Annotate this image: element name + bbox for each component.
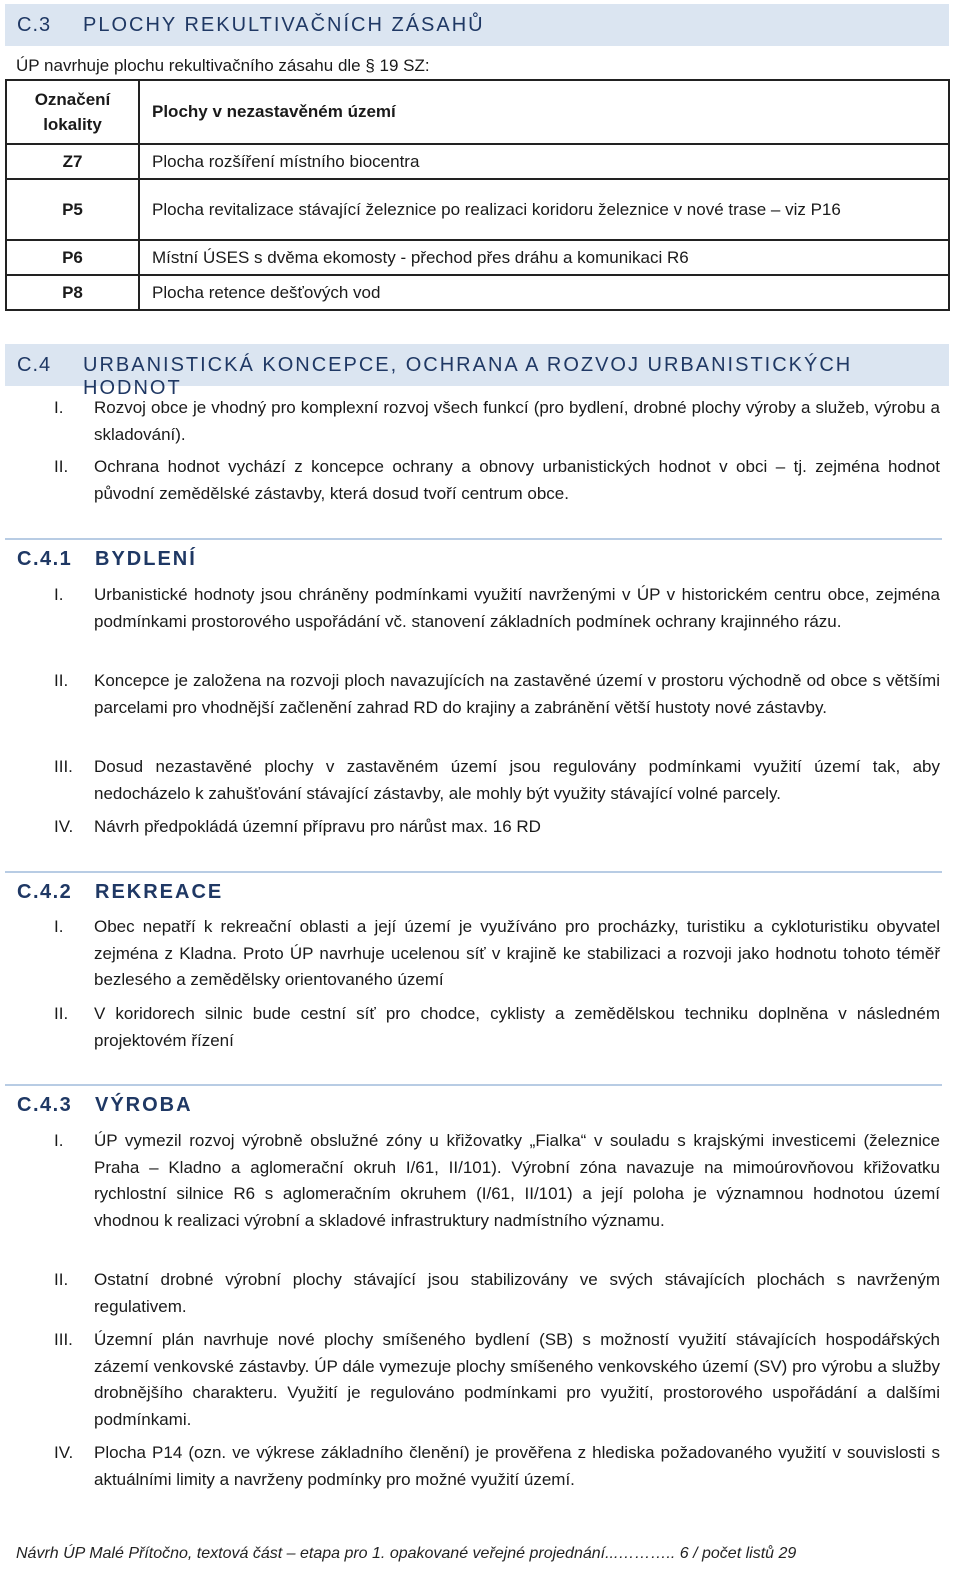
subsection-title: BYDLENÍ: [95, 548, 197, 570]
item-numeral: II.: [54, 1004, 69, 1023]
table-row: [6, 240, 949, 275]
subsection-heading-c43: [5, 1084, 942, 1124]
item-numeral: IV.: [54, 817, 74, 836]
list-item: [16, 1001, 940, 1054]
subsection-heading-c41: [5, 538, 942, 578]
item-text: Koncepce je založena na rozvoji ploch navazujících na zastavěné území v prostoru východně od obce s většími parcelami pro vhodnější začlenění zahrad RD do krajiny a zabránění větší hustoty nové zástavby.: [94, 671, 940, 717]
subsection-heading-c42: [5, 871, 942, 911]
section-heading-c3: [5, 4, 949, 46]
list-item: [16, 1440, 940, 1493]
item-numeral: III.: [54, 757, 73, 776]
locality-desc: Plocha revitalizace stávající železnice po realizaci koridoru železnice v nové trase – viz P16: [139, 179, 949, 240]
item-text: Obec nepatří k rekreační oblasti a její území je využíváno pro procházky, turistiku a cykloturistiku obyvatel zejména z Kladna. Proto ÚP navrhuje ucelenou síť v krajině ke stabilizaci a rozvoji jako hodnotu tohoto téměř bezlesého a zemědělsky orientovaného území: [94, 917, 940, 990]
locality-id: P8: [6, 275, 139, 310]
list-item: [16, 668, 940, 721]
table-row: [6, 144, 949, 179]
locality-id: P5: [6, 179, 139, 240]
list-item: [16, 454, 940, 507]
table-header-locality: Označení lokality: [6, 80, 139, 144]
table-header-areas: Plochy v nezastavěném území: [139, 80, 949, 144]
item-numeral: III.: [54, 1330, 73, 1349]
locality-desc: Plocha retence dešťových vod: [139, 275, 949, 310]
section-number: C.4: [17, 354, 52, 376]
item-numeral: I.: [54, 585, 64, 604]
locality-table: [5, 79, 950, 311]
list-item: [16, 914, 940, 994]
subsection-title: REKREACE: [95, 881, 224, 903]
subsection-number: C.4.2: [17, 881, 73, 903]
subsection-number: C.4.1: [17, 548, 73, 570]
list-item: [16, 1267, 940, 1320]
item-text: Rozvoj obce je vhodný pro komplexní rozvoj všech funkcí (pro bydlení, drobné plochy výroby a služeb, výrobu a skladování).: [94, 398, 940, 444]
item-text: Územní plán navrhuje nové plochy smíšeného bydlení (SB) s možností využití stávajících hospodářských zázemí venkovské zástavby. ÚP dále vymezuje plochy smíšeného venkovského území (SV) pro výrobu a služby drobnějšího charakteru. Využití je regulováno podmínkami pro využití, prostorového uspořádání a dalšími podmínkami.: [94, 1330, 940, 1429]
list-item: [16, 754, 940, 807]
item-text: ÚP vymezil rozvoj výrobně obslužné zóny u křižovatky „Fialka“ v souladu s krajskými investicemi (železnice Praha – Kladno a aglomerační okruh I/61, II/101). Výrobní zóna navazuje na mimoúrovňovou křižovatku rychlostní silnice R6 s aglomeračním okruhem (I/61, II/101) a její poloha je významnou hodnotou území vhodnou k realizaci výrobní a skladové infrastruktury nadmístního významu.: [94, 1131, 940, 1230]
item-text: Dosud nezastavěné plochy v zastavěném území jsou regulovány podmínkami využití území tak, aby nedocházelo k zahušťování stávající zástavby, ale mohly být využity stávající volné parcely.: [94, 757, 940, 803]
table-header-row: [6, 80, 949, 144]
section-heading-c4: [5, 344, 949, 399]
item-text: Ostatní drobné výrobní plochy stávající jsou stabilizovány ve svých stávajících plochách s navrženým regulativem.: [94, 1270, 940, 1316]
page-footer: Návrh ÚP Malé Přítočno, textová část – etapa pro 1. opakované veřejné projednání...……….. 6 / počet listů 29: [16, 1545, 797, 1562]
list-item: [16, 1327, 940, 1433]
item-numeral: II.: [54, 457, 69, 476]
item-text: Ochrana hodnot vychází z koncepce ochrany a obnovy urbanistických hodnot v obci – tj. zejména hodnot původní zemědělské zástavby, která dosud tvoří centrum obce.: [94, 457, 940, 503]
item-numeral: I.: [54, 398, 64, 417]
item-numeral: I.: [54, 917, 64, 936]
locality-desc: Místní ÚSES s dvěma ekomosty - přechod přes dráhu a komunikaci R6: [139, 240, 949, 275]
list-item: [16, 814, 940, 841]
item-numeral: IV.: [54, 1443, 74, 1462]
intro-text: ÚP navrhuje plochu rekultivačního zásahu dle § 19 SZ:: [16, 56, 430, 75]
table-row: [6, 179, 949, 240]
section-number: C.3: [17, 14, 52, 36]
table-row: [6, 275, 949, 310]
subsection-title: VÝROBA: [95, 1094, 193, 1116]
item-text: V koridorech silnic bude cestní síť pro chodce, cyklisty a zemědělskou techniku doplněna v následném projektovém řízení: [94, 1004, 940, 1050]
locality-id: Z7: [6, 144, 139, 179]
item-numeral: I.: [54, 1131, 64, 1150]
locality-desc: Plocha rozšíření místního biocentra: [139, 144, 949, 179]
section-title: PLOCHY REKULTIVAČNÍCH ZÁSAHŮ: [83, 14, 485, 36]
item-numeral: II.: [54, 1270, 69, 1289]
item-numeral: II.: [54, 671, 69, 690]
section-title: URBANISTICKÁ KONCEPCE, OCHRANA A ROZVOJ URBANISTICKÝCH HODNOT: [83, 354, 853, 399]
item-text: Návrh předpokládá územní přípravu pro nárůst max. 16 RD: [94, 817, 541, 836]
locality-id: P6: [6, 240, 139, 275]
list-item: [16, 582, 940, 635]
list-item: [16, 395, 940, 448]
item-text: Plocha P14 (ozn. ve výkrese základního členění) je prověřena z hlediska požadovaného využití v souvislosti s aktuálními limity a navrženy podmínky pro možné využití území.: [94, 1443, 940, 1489]
subsection-number: C.4.3: [17, 1094, 73, 1116]
list-item: [16, 1128, 940, 1234]
item-text: Urbanistické hodnoty jsou chráněny podmínkami využití navrženými v ÚP v historickém centru obce, zejména podmínkami prostorového uspořádání vč. stanovení základních podmínek ochrany krajinného rázu.: [94, 585, 940, 631]
